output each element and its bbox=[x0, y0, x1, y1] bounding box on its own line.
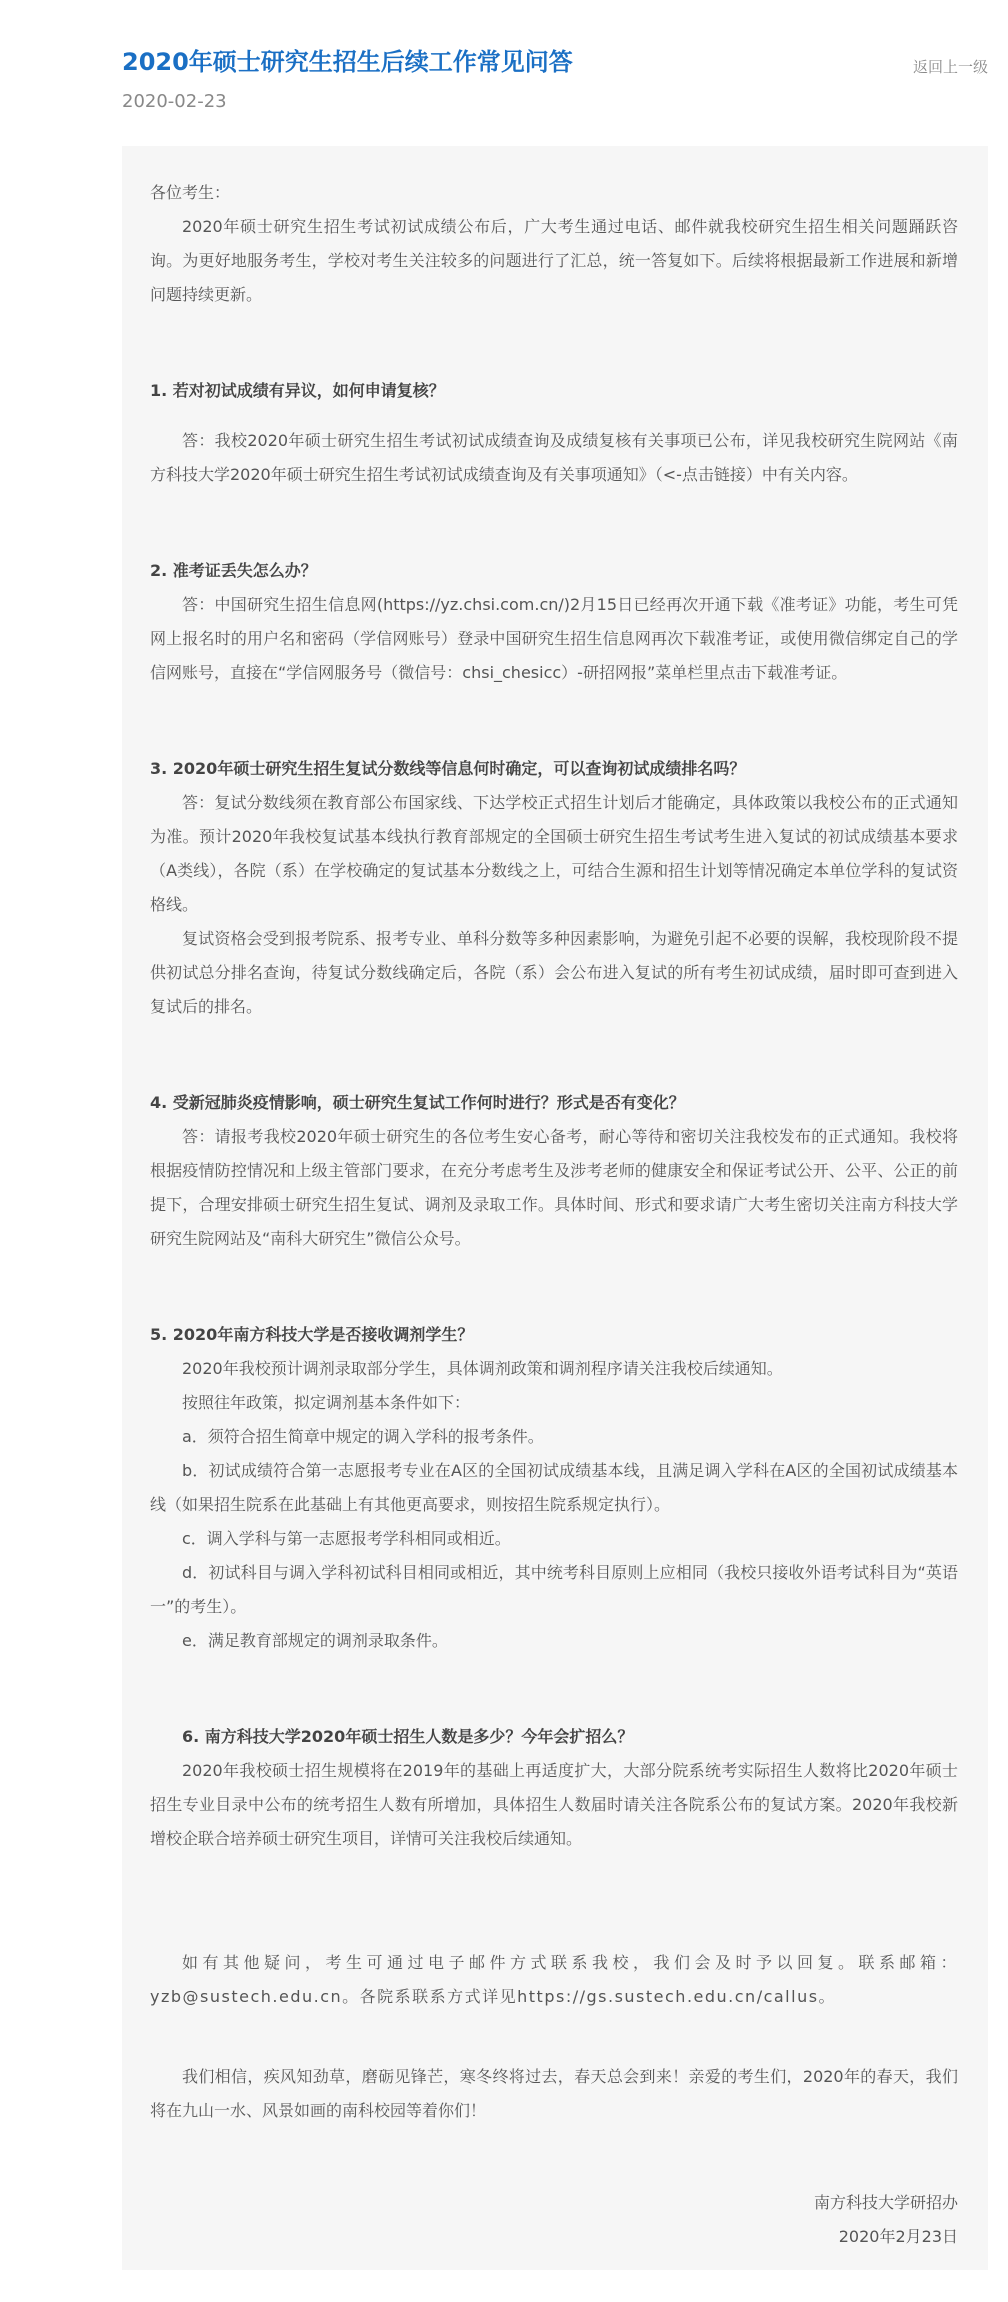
question-4: 4. 受新冠肺炎疫情影响，硕士研究生复试工作何时进行？形式是否有变化？ bbox=[150, 1093, 685, 1112]
condition-e: e．满足教育部规定的调剂录取条件。 bbox=[182, 1631, 448, 1650]
page-title: 2020年硕士研究生招生后续工作常见问答 bbox=[122, 48, 573, 76]
answer-1: 答：我校2020年硕士研究生招生考试初试成绩查询及成绩复核有关事项已公布，详见我校研究生院网站《南方科技大学2020年硕士研究生招生考试初试成绩查询及有关事项通知》（<-点击链接）中有关内容。 bbox=[150, 431, 958, 484]
back-link[interactable]: 返回上一级 bbox=[912, 58, 988, 76]
condition-b: b．初试成绩符合第一志愿报考专业在A区的全国初试成绩基本线，且满足调入学科在A区的全国初试成绩基本线（如果招生院系在此基础上有其他更高要求，则按招生院系规定执行）。 bbox=[150, 1461, 958, 1514]
closing-paragraph: 我们相信，疾风知劲草，磨砺见锋芒，寒冬终将过去，春天总会到来！亲爱的考生们，2020年的春天，我们将在九山一水、风景如画的南科校园等着你们！ bbox=[150, 2067, 958, 2120]
answer-6: 2020年我校硕士招生规模将在2019年的基础上再适度扩大，大部分院系统考实际招生人数将比2020年硕士招生专业目录中公布的统考招生人数有所增加，具体招生人数届时请关注各院系公布的复试方案。2020年我校新增校企联合培养硕士研究生项目，详情可关注我校后续通知。 bbox=[150, 1761, 958, 1848]
answer-4: 答：请报考我校2020年硕士研究生的各位考生安心备考，耐心等待和密切关注我校发布的正式通知。我校将根据疫情防控情况和上级主管部门要求，在充分考虑考生及涉考老师的健康安全和保证考试公开、公平、公正的前提下，合理安排硕士研究生招生复试、调剂及录取工作。具体时间、形式和要求请广大考生密切关注南方科技大学研究生院网站及“南科大研究生”微信公众号。 bbox=[150, 1127, 958, 1248]
question-1: 1. 若对初试成绩有异议，如何申请复核？ bbox=[150, 381, 445, 400]
answer-5-intro: 2020年我校预计调剂录取部分学生，具体调剂政策和调剂程序请关注我校后续通知。 bbox=[182, 1359, 783, 1378]
answer-3-part-2: 复试资格会受到报考院系、报考专业、单科分数等多种因素影响，为避免引起不必要的误解，我校现阶段不提供初试总分排名查询，待复试分数线确定后，各院（系）会公布进入复试的所有考生初试成绩，届时即可查到进入复试后的排名。 bbox=[150, 929, 958, 1016]
answer-2: 答：中国研究生招生信息网(https://yz.chsi.com.cn/)2月15日已经再次开通下载《准考证》功能，考生可凭网上报名时的用户名和密码（学信网账号）登录中国研究生招生信息网再次下载准考证，或使用微信绑定自己的学信网账号，直接在“学信网服务号（微信号：chsi_chesicc）-研招网报”菜单栏里点击下载准考证。 bbox=[150, 595, 958, 682]
intro-paragraph: 2020年硕士研究生招生考试初试成绩公布后，广大考生通过电话、邮件就我校研究生招生相关问题踊跃咨询。为更好地服务考生，学校对考生关注较多的问题进行了汇总，统一答复如下。后续将根据最新工作进展和新增问题持续更新。 bbox=[150, 217, 958, 304]
question-3: 3. 2020年硕士研究生招生复试分数线等信息何时确定，可以查询初试成绩排名吗？ bbox=[150, 759, 746, 778]
article-body bbox=[122, 146, 988, 2270]
answer-5-conditions-heading: 按照往年政策，拟定调剂基本条件如下： bbox=[182, 1393, 471, 1412]
question-6: 6. 南方科技大学2020年硕士招生人数是多少？今年会扩招么？ bbox=[182, 1727, 634, 1746]
signature: 南方科技大学研招办 bbox=[813, 2193, 958, 2212]
answer-3-part-1: 答：复试分数线须在教育部公布国家线、下达学校正式招生计划后才能确定，具体政策以我校公布的正式通知为准。预计2020年我校复试基本线执行教育部规定的全国硕士研究生招生考试考生进入复试的初试成绩基本要求（A类线），各院（系）在学校确定的复试基本分数线之上，可结合生源和招生计划等情况确定本单位学科的复试资格线。 bbox=[150, 793, 958, 914]
contact-paragraph: 如有其他疑问，考生可通过电子邮件方式联系我校，我们会及时予以回复。联系邮箱：yzb@sustech.edu.cn。各院系联系方式详见https://gs.sustech.edu.cn/callus。 bbox=[150, 1953, 958, 2006]
question-5: 5. 2020年南方科技大学是否接收调剂学生？ bbox=[150, 1325, 474, 1344]
page-header bbox=[0, 0, 1008, 146]
question-2: 2. 准考证丢失怎么办？ bbox=[150, 561, 317, 580]
greeting: 各位考生： bbox=[150, 183, 231, 202]
condition-c: c．调入学科与第一志愿报考学科相同或相近。 bbox=[182, 1529, 511, 1548]
condition-a: a．须符合招生简章中规定的调入学科的报考条件。 bbox=[182, 1427, 544, 1446]
publish-date: 2020-02-23 bbox=[122, 91, 227, 112]
condition-d: d．初试科目与调入学科初试科目相同或相近，其中统考科目原则上应相同（我校只接收外语考试科目为“英语一”的考生）。 bbox=[150, 1563, 958, 1616]
signature-date: 2020年2月23日 bbox=[838, 2227, 958, 2246]
